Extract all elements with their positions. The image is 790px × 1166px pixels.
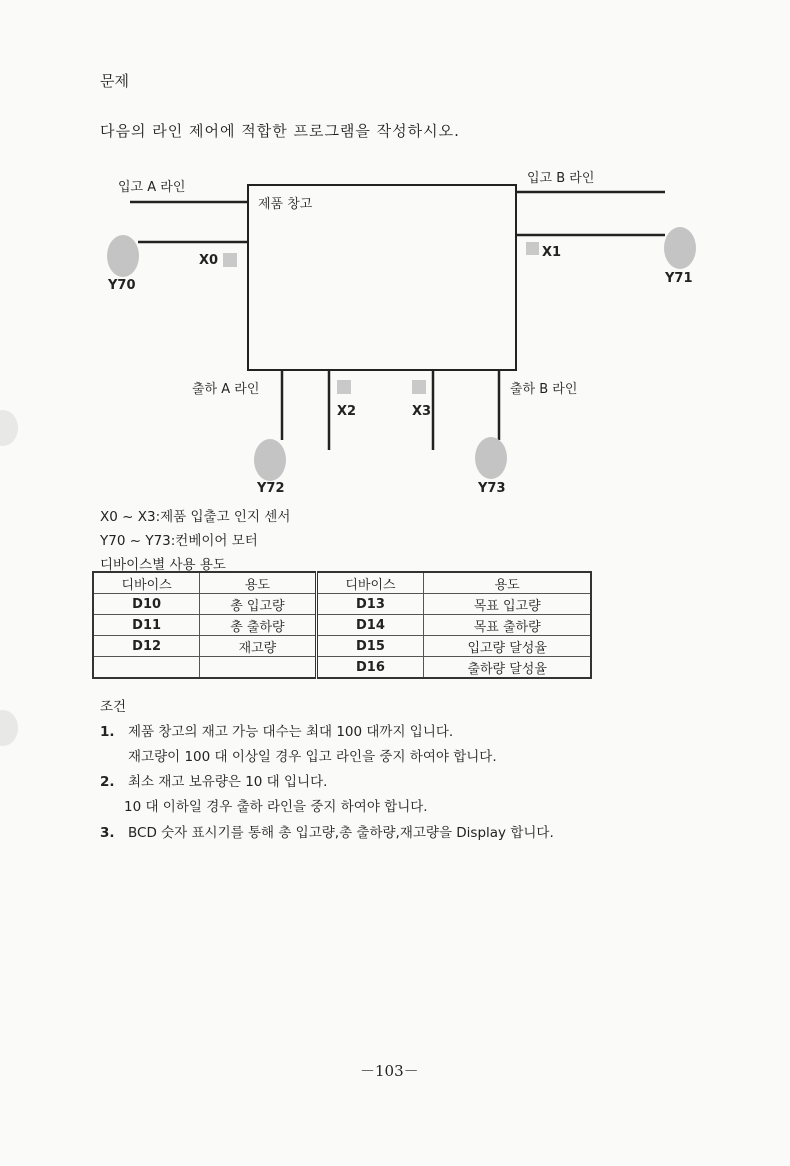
table-cell: 출하량 달성율 — [424, 657, 591, 679]
motor-y71 — [664, 227, 696, 269]
sensor-x2-label: X2 — [337, 404, 357, 419]
sensor-x3 — [412, 380, 426, 394]
motor-y73 — [475, 437, 507, 479]
table-row — [93, 657, 591, 679]
table-row — [93, 615, 591, 636]
sensor-x1 — [526, 242, 539, 255]
condition-text: 최소 재고 보유량은 10 대 입니다. — [128, 774, 328, 790]
instruction: 다음의 라인 제어에 적합한 프로그램을 작성하시오. — [100, 122, 460, 140]
table-row — [93, 594, 591, 615]
outbound-b-label: 출하 B 라인 — [510, 382, 578, 397]
table-cell: D10 — [93, 594, 200, 615]
table-cell — [93, 657, 200, 679]
inbound-b-label: 입고 B 라인 — [527, 171, 595, 186]
table-cell: D14 — [316, 615, 424, 636]
motor-note: Y70 ~ Y73:컨베이어 모터 — [100, 533, 258, 549]
table-row — [93, 636, 591, 657]
condition-text: BCD 숫자 표시기를 통해 총 입고량,총 출하량,재고량을 Display 합니다. — [128, 825, 554, 841]
outbound-a-label: 출하 A 라인 — [192, 382, 260, 397]
device-table — [92, 571, 592, 679]
condition-item — [100, 770, 327, 790]
motor-y72 — [254, 439, 286, 481]
condition-number: 1. — [100, 724, 115, 740]
sensor-x0-label: X0 — [199, 253, 219, 268]
motor-y73-label: Y73 — [478, 481, 506, 496]
table-header-row — [93, 572, 591, 594]
table-cell: D12 — [93, 636, 200, 657]
table-cell: D15 — [316, 636, 424, 657]
motor-y72-label: Y72 — [257, 481, 285, 496]
conditions-title: 조건 — [100, 699, 127, 715]
device-usage-title: 디바이스별 사용 용도 — [100, 557, 226, 573]
table-header: 디바이스 — [93, 572, 200, 594]
table-cell: 입고량 달성율 — [424, 636, 591, 657]
table-cell: 재고량 — [200, 636, 316, 657]
sensor-x3-label: X3 — [412, 404, 432, 419]
table-cell: 총 출하량 — [200, 615, 316, 636]
table-cell: D16 — [316, 657, 424, 679]
table-header: 디바이스 — [316, 572, 424, 594]
table-cell: 목표 입고량 — [424, 594, 591, 615]
sensor-note: X0 ~ X3:제품 입출고 인지 센서 — [100, 509, 291, 525]
motor-y70 — [107, 235, 139, 277]
sensor-x1-label: X1 — [542, 245, 562, 260]
condition-number: 2. — [100, 774, 115, 790]
condition-text: 재고량이 100 대 이상일 경우 입고 라인을 중지 하여야 합니다. — [128, 749, 497, 765]
condition-item — [100, 720, 453, 740]
page-number: －103－ — [360, 1062, 419, 1080]
sensor-x0 — [223, 253, 237, 267]
binding-hole — [0, 710, 18, 746]
sensor-x2 — [337, 380, 351, 394]
table-cell: 총 입고량 — [200, 594, 316, 615]
condition-text: 제품 창고의 재고 가능 대수는 최대 100 대까지 입니다. — [128, 724, 454, 740]
motor-y71-label: Y71 — [665, 271, 693, 286]
condition-number: 3. — [100, 825, 115, 841]
table-cell: D11 — [93, 615, 200, 636]
inbound-a-label: 입고 A 라인 — [118, 180, 186, 195]
condition-text: 10 대 이하일 경우 출하 라인을 중지 하여야 합니다. — [124, 799, 428, 815]
warehouse-label: 제품 창고 — [258, 197, 313, 212]
line-diagram — [0, 160, 790, 500]
warehouse-box — [248, 185, 516, 370]
table-header: 용도 — [424, 572, 591, 594]
table-cell: 목표 출하량 — [424, 615, 591, 636]
motor-y70-label: Y70 — [108, 278, 136, 293]
condition-item — [100, 821, 554, 841]
table-header: 용도 — [200, 572, 316, 594]
table-cell: D13 — [316, 594, 424, 615]
table-cell — [200, 657, 316, 679]
heading: 문제 — [100, 72, 129, 90]
